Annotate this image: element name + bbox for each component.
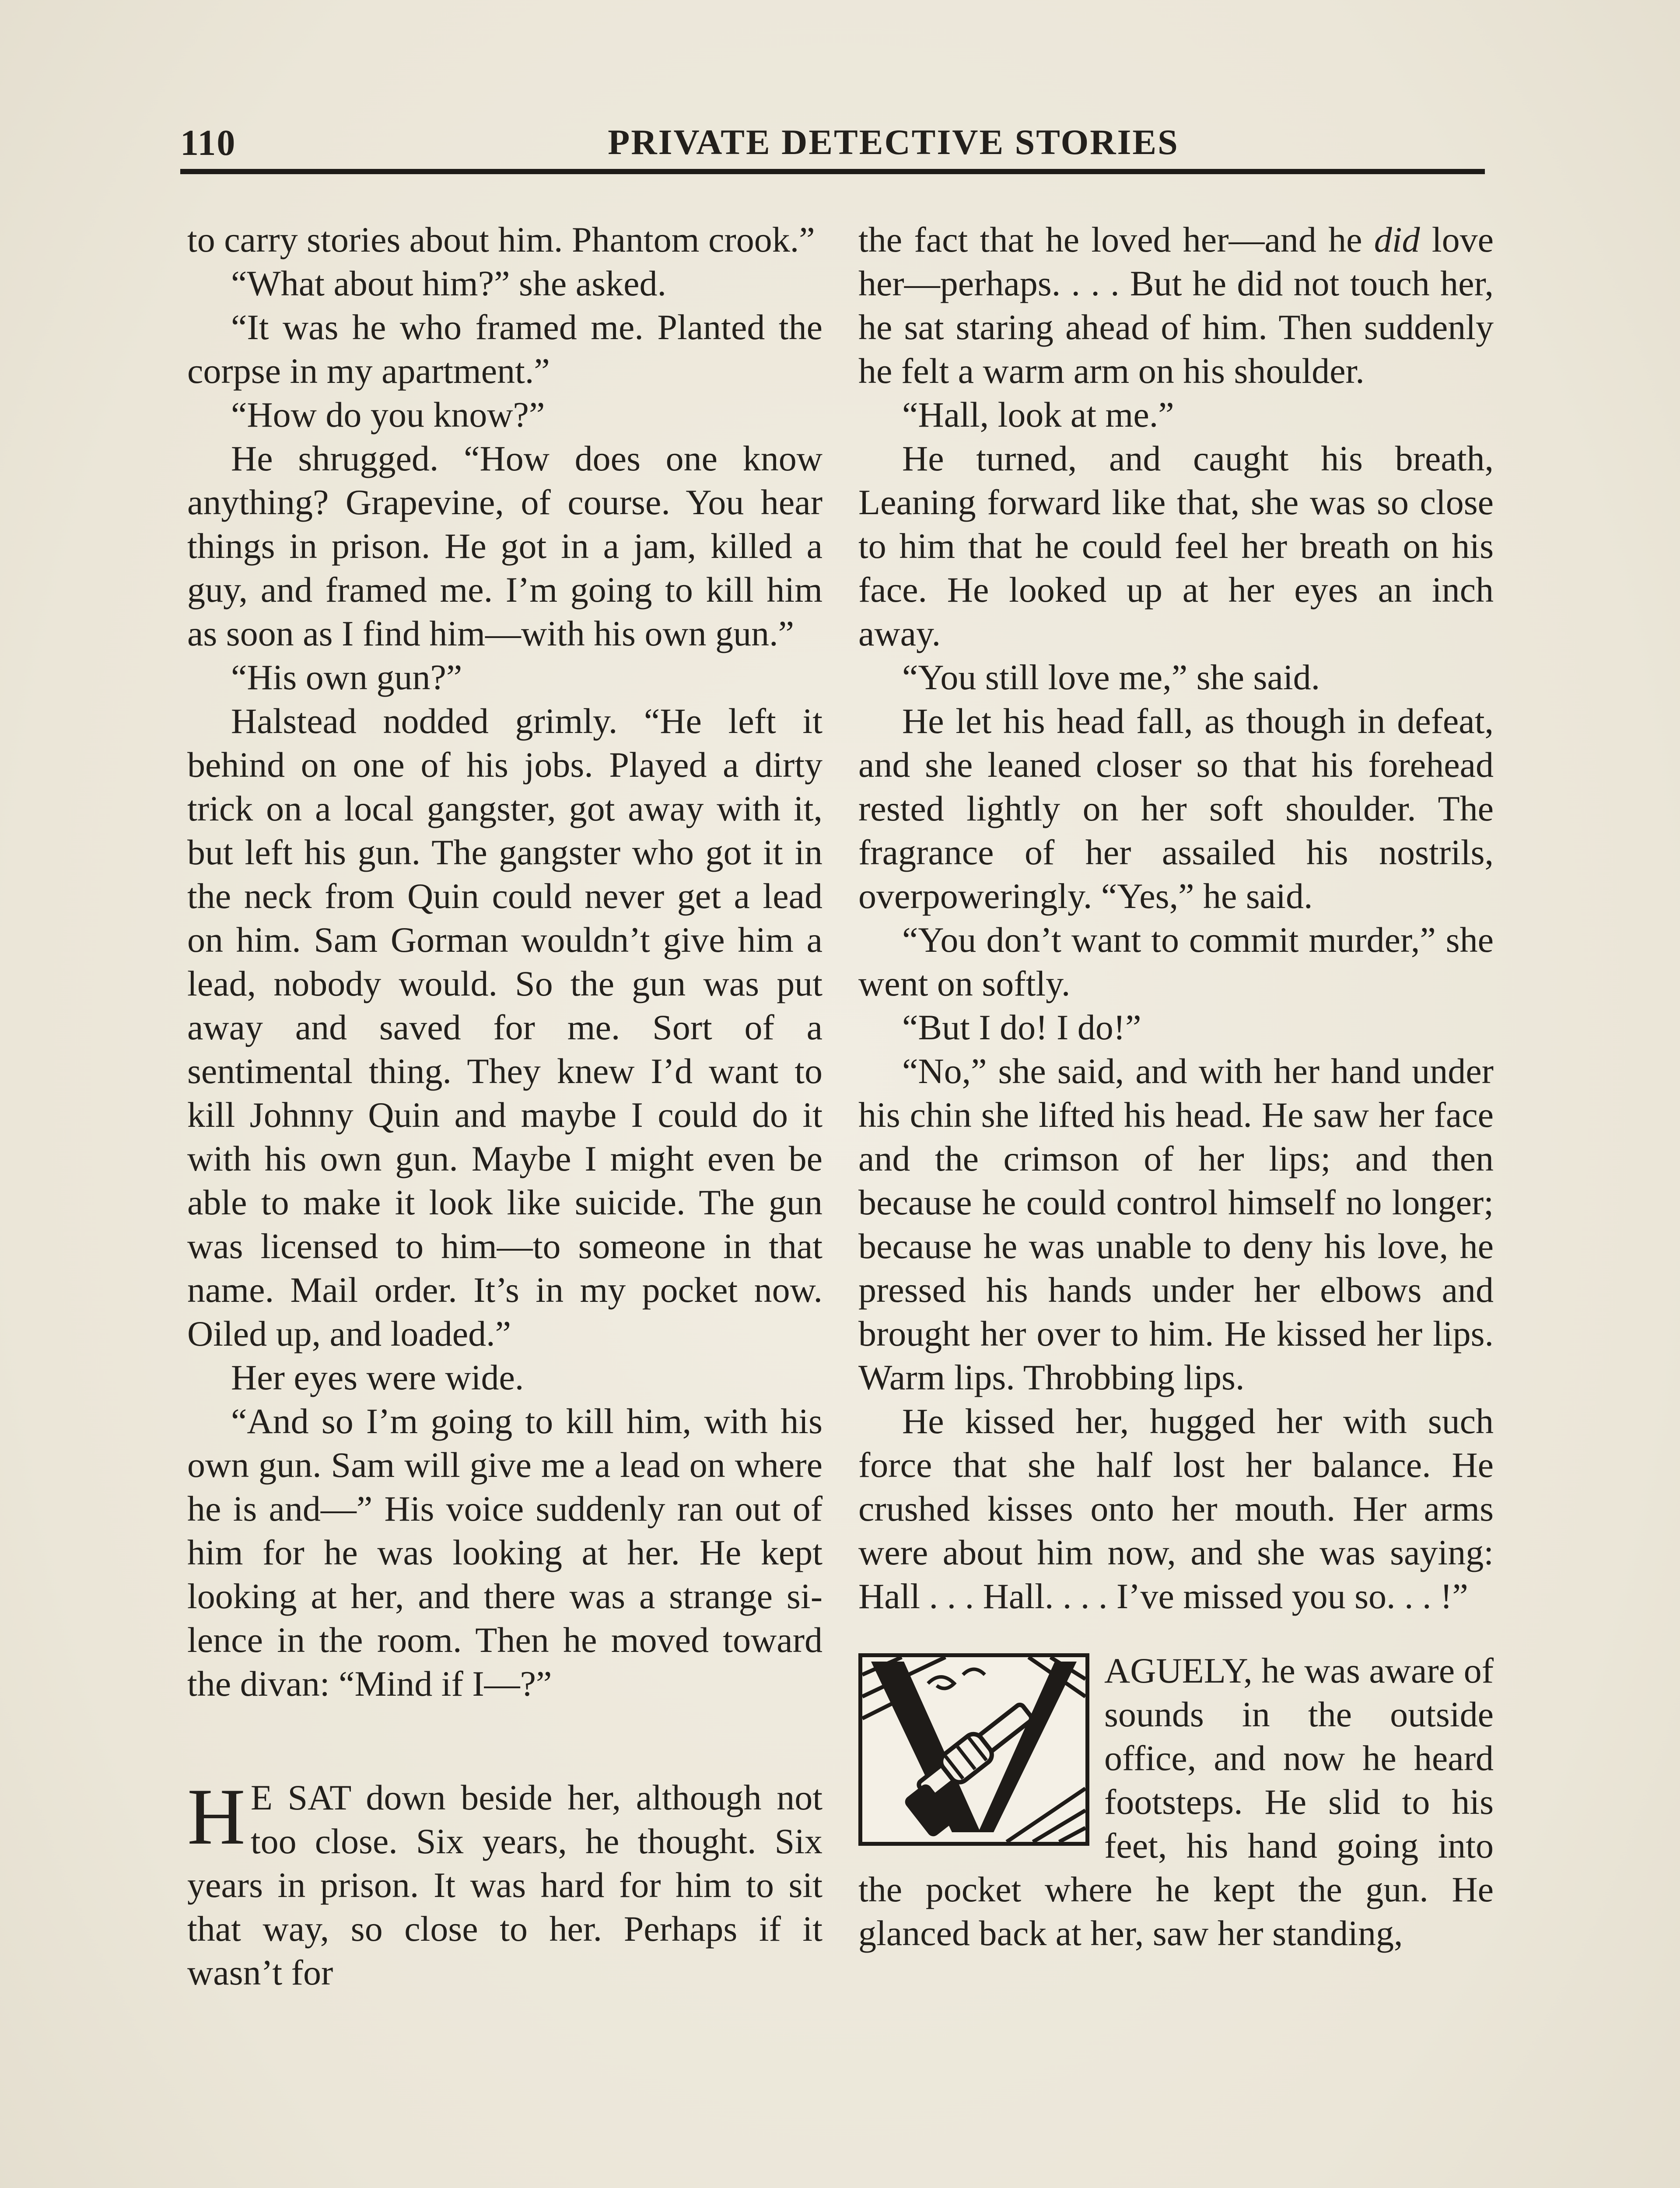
paragraph: “How do you know?” [231, 395, 545, 435]
paragraph: He kissed her, hugged her with such force that she half lost her balance. He crushed kisses onto her mouth. Her arms were about him now, and she was saying: Hall . . . Hall. . . . I’ve missed you so. . . !” [858, 1401, 1494, 1616]
gun-woodcut-icon [862, 1657, 1085, 1842]
section-break [187, 1706, 822, 1776]
paragraph: He let his head fall, as though in defeat, and she leaned closer so that his forehead rested lightly on her soft shoulder. The fragrance of her assailed his nostrils, overpoweringly. “Yes,” he said. [858, 701, 1494, 916]
italic-word: did [1374, 220, 1420, 259]
paragraph: “You still love me,” she said. [902, 657, 1320, 697]
paragraph: Halstead nodded grimly. “He left it behind on one of his jobs. Played a dirty trick on a local gangster, got away with it, but left his gun. The gangster who got it in the neck from Quin could never get a lead on him. Sam Gorman wouldn’t give him a lead, nobody would. So the gun was put away and saved for me. Sort of a sentimental thing. They knew I’d want to kill Johnny Quin and maybe I could do it with his own gun. Maybe I might even be able to make it look like suicide. The gun was licensed to him—to someone in that name. Mail order. It’s in my pocket now. Oiled up, and loaded.” [187, 701, 822, 1353]
paragraph: “What about him?” she asked. [231, 263, 667, 303]
paragraph: “His own gun?” [231, 657, 462, 697]
text-run: love her—perhaps. . . . But he did not touch her, he sat staring ahead of him. Then suddenly he felt a warm arm on his shoulder. [858, 220, 1494, 391]
right-column [858, 218, 1494, 1955]
drop-cap: H [187, 1772, 245, 1861]
paragraph: He shrugged. “How does one know anything? Grapevine, of course. You hear things in prison. He got in a jam, killed a guy, and framed me. I’m going to kill him as soon as I find him—with his own gun.” [187, 438, 822, 653]
paragraph: He turned, and caught his breath, Leaning forward like that, she was so close to him that he could feel her breath on his face. He looked up at her eyes an inch away. [858, 438, 1494, 653]
section-text: E SAT down beside her, although not too close. Six years, he thought. Six years in prison. It was hard for him to sit that way, so close to her. Perhaps if it wasn’t for [187, 1778, 822, 1992]
paragraph: “And so I’m going to kill him, with his own gun. Sam will give me a lead on where he is and—” His voice suddenly ran out of him for he was looking at her. He kept looking at her, and there was a strange silence in the room. Then he moved toward the divan: “Mind if I—?” [187, 1401, 822, 1704]
paragraph: “You don’t want to commit murder,” she went on softly. [858, 920, 1494, 1003]
paragraph: “But I do! I do!” [902, 1007, 1141, 1047]
paragraph [858, 218, 1494, 393]
page-header [180, 122, 1485, 161]
paragraph: Her eyes were wide. [231, 1357, 524, 1397]
left-column [187, 218, 822, 1995]
section-opening-paragraph [858, 1649, 1494, 1955]
paragraph: “No,” she said, and with her hand under his chin she lifted his head. He saw her face and the crimson of her lips; and then because he could control himself no longer; because he was unable to deny his love, he pressed his hands under her elbows and brought her over to him. He kissed her lips. Warm lips. Throbbing lips. [858, 1051, 1494, 1397]
paragraph: “It was he who framed me. Planted the corpse in my apartment.” [187, 307, 822, 391]
text-run: the fact that he loved her—and he [858, 220, 1374, 259]
paragraph: “Hall, look at me.” [902, 395, 1174, 435]
section-text: AGUELY, he was aware of sounds in the outside office, and now he heard footsteps. He slid to his feet, his hand going into the pocket where he kept the gun. He glanced back at her, saw her standing, [858, 1651, 1494, 1953]
illustrated-initial-v [858, 1653, 1089, 1846]
running-title: PRIVATE DETECTIVE STORIES [608, 122, 1179, 162]
header-rule [180, 169, 1485, 174]
section-break [858, 1618, 1494, 1649]
section-opening-paragraph [187, 1772, 822, 1995]
paragraph: to carry stories about him. Phantom crook.” [187, 220, 815, 259]
page-number: 110 [180, 123, 236, 163]
